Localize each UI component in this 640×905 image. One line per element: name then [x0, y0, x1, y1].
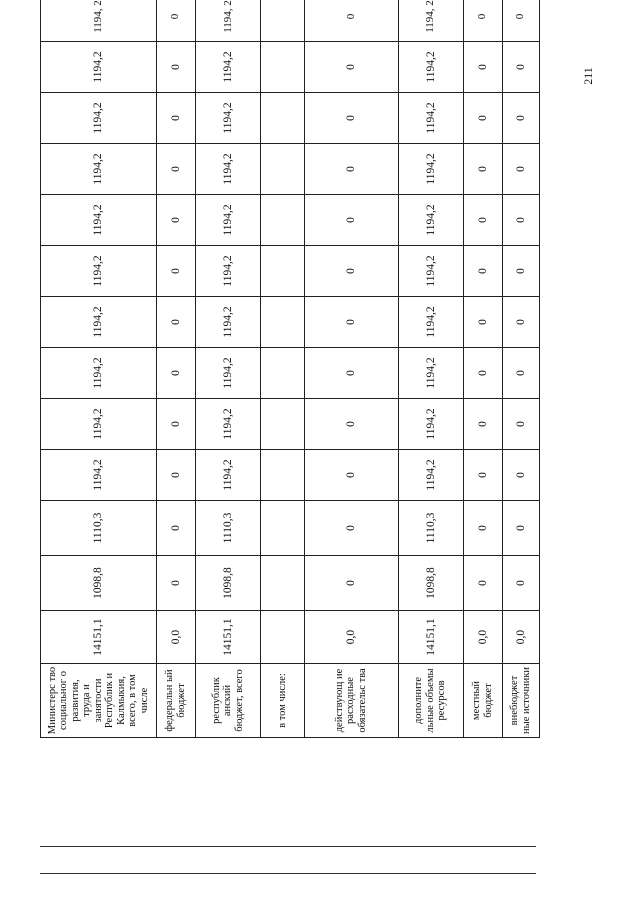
table-cell: 1194,2 — [41, 42, 157, 93]
table-cell — [261, 297, 305, 348]
table-cell: 0 — [502, 297, 539, 348]
table-cell: 0 — [304, 93, 398, 144]
table-cell: 1194,2 — [398, 399, 463, 450]
table-cell: 0 — [463, 348, 502, 399]
table-cell: 0 — [502, 246, 539, 297]
table-cell — [261, 246, 305, 297]
table-cell: 0 — [156, 501, 195, 556]
table-cell: 0,0 — [463, 611, 502, 664]
table-cell: 1098,8 — [398, 556, 463, 611]
table-cell: 0,0 — [502, 611, 539, 664]
footer-line-top — [40, 846, 536, 847]
table-cell: 1194,2 — [398, 297, 463, 348]
table-cell: 0 — [304, 0, 398, 42]
table-row — [156, 0, 195, 738]
table-cell: 0 — [463, 399, 502, 450]
table-cell: 1194,2 — [196, 93, 261, 144]
rotated-table-wrapper — [40, 0, 540, 738]
table-cell: 0 — [156, 42, 195, 93]
table-cell: 1194, 2 — [196, 0, 261, 42]
table-cell — [261, 195, 305, 246]
table-cell: 0 — [502, 348, 539, 399]
table-cell: 1194,2 — [41, 399, 157, 450]
row-label: федеральн ый бюджет — [156, 664, 195, 738]
table-cell: 1194,2 — [196, 348, 261, 399]
table-row — [261, 0, 305, 738]
table-cell: 0 — [156, 195, 195, 246]
table-cell: 1194,2 — [196, 42, 261, 93]
table-cell: 0 — [156, 246, 195, 297]
row-label: дополните льные объемы ресурсов — [398, 664, 463, 738]
table-cell: 14151,1 — [41, 611, 157, 664]
table-cell: 0 — [463, 246, 502, 297]
table-cell: 1194,2 — [398, 348, 463, 399]
table-row — [502, 0, 539, 738]
row-label: в том числе: — [261, 664, 305, 738]
table-cell: 1110,3 — [196, 501, 261, 556]
table-cell: 0 — [304, 195, 398, 246]
table-cell: 0 — [463, 93, 502, 144]
table-cell: 0 — [463, 195, 502, 246]
footer-line-bottom — [40, 873, 536, 874]
table-cell: 1194,2 — [41, 450, 157, 501]
table-row — [398, 0, 463, 738]
table-cell: 14151,1 — [196, 611, 261, 664]
table-cell: 0,0 — [304, 611, 398, 664]
table-cell: 1194,2 — [196, 450, 261, 501]
table-row — [304, 0, 398, 738]
table-cell — [261, 0, 305, 42]
table-cell: 0 — [463, 42, 502, 93]
table-cell: 1194,2 — [196, 195, 261, 246]
table-cell: 1194,2 — [41, 144, 157, 195]
table-cell: 0 — [304, 42, 398, 93]
table-cell: 1194,2 — [196, 144, 261, 195]
table-cell: 1194,2 — [41, 297, 157, 348]
table-cell — [261, 348, 305, 399]
table-cell: 0 — [502, 556, 539, 611]
table-cell: 0 — [502, 93, 539, 144]
table-cell — [261, 144, 305, 195]
table-cell: 1098,8 — [196, 556, 261, 611]
table-row — [196, 0, 261, 738]
table-cell: 1194,2 — [41, 93, 157, 144]
table-cell: 1194,2 — [398, 195, 463, 246]
table-cell: 0 — [156, 93, 195, 144]
funding-table — [40, 0, 540, 738]
table-cell: 1194,2 — [398, 42, 463, 93]
table-cell: 1194,2 — [398, 144, 463, 195]
table-cell: 1194,2 — [398, 450, 463, 501]
table-cell — [261, 501, 305, 556]
table-cell: 0 — [304, 501, 398, 556]
table-cell: 0 — [502, 195, 539, 246]
row-label: действующ ие расходные обязательс тва — [304, 664, 398, 738]
table-cell: 1194,2 — [398, 246, 463, 297]
table-cell: 1194, 2 — [41, 0, 157, 42]
table-cell: 0 — [502, 450, 539, 501]
table-cell: 0 — [463, 501, 502, 556]
table-cell: 0 — [156, 399, 195, 450]
table-cell: 1194,2 — [398, 93, 463, 144]
row-label: внебюджет ные источники — [502, 664, 539, 738]
table-cell: 0 — [304, 450, 398, 501]
table-cell: 1194,2 — [196, 297, 261, 348]
table-cell: 1194,2 — [196, 246, 261, 297]
table-cell: 0 — [463, 144, 502, 195]
table-cell: 0 — [502, 0, 539, 42]
table-cell: 0 — [502, 501, 539, 556]
table-cell: 0 — [304, 399, 398, 450]
table-cell — [261, 399, 305, 450]
row-label: республик анский бюджет, всего — [196, 664, 261, 738]
table-cell: 0 — [156, 297, 195, 348]
table-cell: 0 — [156, 144, 195, 195]
table-cell: 0 — [304, 348, 398, 399]
table-cell: 0 — [463, 0, 502, 42]
table-cell — [261, 556, 305, 611]
table-cell: 1194,2 — [41, 195, 157, 246]
table-cell — [261, 611, 305, 664]
table-cell: 0 — [156, 0, 195, 42]
table-cell — [261, 42, 305, 93]
table-cell: 0 — [304, 246, 398, 297]
table-cell: 1110,3 — [41, 501, 157, 556]
table-cell: 0 — [463, 450, 502, 501]
row-label: местный бюджет — [463, 664, 502, 738]
table-cell: 0,0 — [156, 611, 195, 664]
table-cell: 0 — [156, 556, 195, 611]
table-cell: 0 — [156, 348, 195, 399]
table-row — [463, 0, 502, 738]
table-cell: 0 — [463, 297, 502, 348]
table-cell: 0 — [502, 399, 539, 450]
table-cell — [261, 450, 305, 501]
table-cell: 1110,3 — [398, 501, 463, 556]
table-cell: 1194,2 — [41, 246, 157, 297]
table-cell: 0 — [304, 144, 398, 195]
table-cell: 1194, 2 — [398, 0, 463, 42]
table-cell: 0 — [502, 42, 539, 93]
table-cell: 0 — [463, 556, 502, 611]
table-cell: 1098,8 — [41, 556, 157, 611]
table-cell — [261, 93, 305, 144]
table-cell: 0 — [304, 556, 398, 611]
row-label: Министерс тво социальног о развития, труда и занятости Республик и Калмыкия, всего, в том числе — [41, 664, 157, 738]
page-number: 211 — [581, 67, 595, 85]
table-row — [41, 0, 157, 738]
table-cell: 14151,1 — [398, 611, 463, 664]
table-cell: 1194,2 — [41, 348, 157, 399]
table-cell: 0 — [304, 297, 398, 348]
table-cell: 0 — [502, 144, 539, 195]
table-cell: 1194,2 — [196, 399, 261, 450]
table-cell: 0 — [156, 450, 195, 501]
